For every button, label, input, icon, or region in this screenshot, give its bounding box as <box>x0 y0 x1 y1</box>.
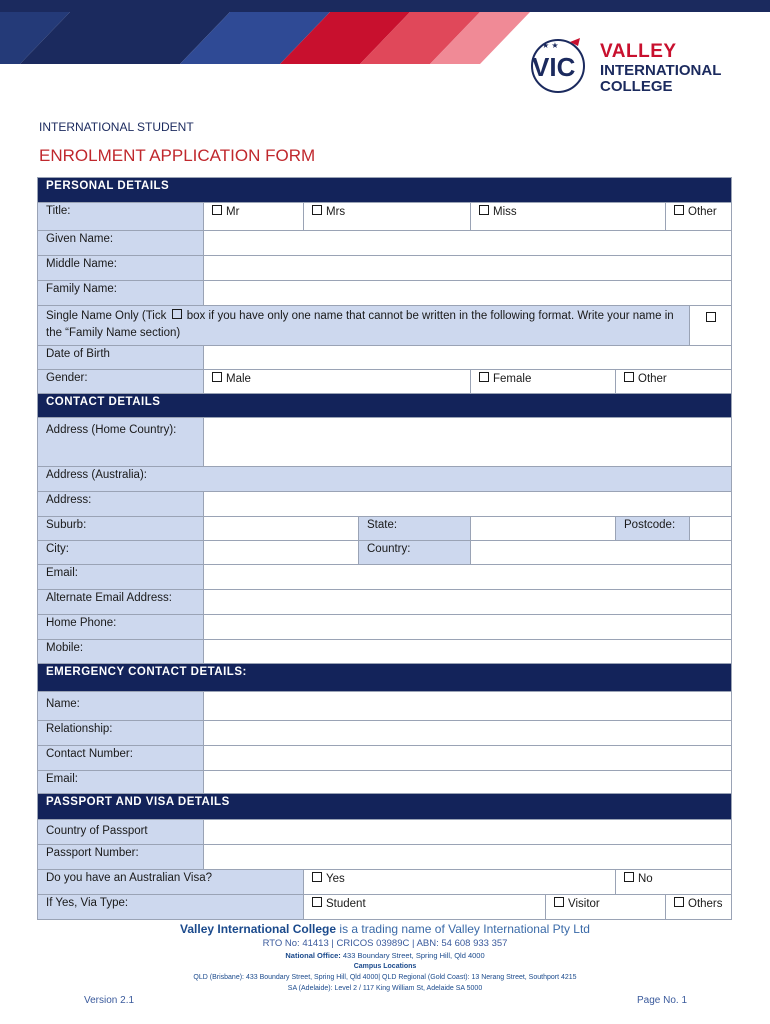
single-name-label: Single Name Only (Tick box if you have only one name that cannot be written in the following format. Write your name in the “Family Name section) <box>38 306 690 346</box>
given-name-label: Given Name: <box>38 231 204 256</box>
home-address-field[interactable] <box>204 418 732 467</box>
checkbox-icon[interactable] <box>554 897 564 907</box>
checkbox-icon[interactable] <box>624 872 634 882</box>
checkbox-icon[interactable] <box>479 372 489 382</box>
logo-line-3: COLLEGE <box>600 78 673 95</box>
state-field[interactable] <box>471 517 616 541</box>
checkbox-icon[interactable] <box>212 372 222 382</box>
visa-option-yes[interactable]: Yes <box>304 870 616 895</box>
family-name-label: Family Name: <box>38 281 204 306</box>
emergency-name-label: Name: <box>38 692 204 721</box>
title-option-mr[interactable]: Mr <box>204 203 304 231</box>
gender-option-male[interactable]: Male <box>204 370 471 394</box>
footer-qld-campus: QLD (Brisbane): 433 Boundary Street, Spring Hill, Qld 4000| QLD Regional (Gold Coast): 13 Nerang Street, Southport 4215 <box>193 974 577 981</box>
home-address-label: Address (Home Country): <box>38 418 204 467</box>
suburb-label: Suburb: <box>38 517 204 541</box>
aus-address-heading: Address (Australia): <box>38 467 732 492</box>
visa-question-label: Do you have an Australian Visa? <box>38 870 304 895</box>
checkbox-icon[interactable] <box>312 872 322 882</box>
city-field[interactable] <box>204 541 359 565</box>
visa-type-label: If Yes, Via Type: <box>38 895 304 920</box>
passport-number-field[interactable] <box>204 845 732 870</box>
visa-type-others[interactable]: Others <box>666 895 732 920</box>
section-emergency-heading: EMERGENCY CONTACT DETAILS: <box>38 664 732 692</box>
form-subtitle: INTERNATIONAL STUDENT <box>39 120 194 134</box>
section-contact-heading: CONTACT DETAILS <box>38 394 732 418</box>
visa-type-student[interactable]: Student <box>304 895 546 920</box>
logo-line-1: VALLEY <box>600 41 677 62</box>
country-field[interactable] <box>471 541 732 565</box>
emergency-email-label: Email: <box>38 771 204 794</box>
title-option-other[interactable]: Other <box>666 203 732 231</box>
page-number: Page No. 1 <box>637 995 688 1006</box>
visa-type-visitor[interactable]: Visitor <box>546 895 666 920</box>
contact-number-field[interactable] <box>204 746 732 771</box>
checkbox-icon <box>172 309 182 319</box>
title-option-mrs[interactable]: Mrs <box>304 203 471 231</box>
home-phone-label: Home Phone: <box>38 615 204 640</box>
passport-country-field[interactable] <box>204 820 732 845</box>
form-title: ENROLMENT APPLICATION FORM <box>39 146 316 165</box>
passport-number-label: Passport Number: <box>38 845 204 870</box>
city-label: City: <box>38 541 204 565</box>
mobile-field[interactable] <box>204 640 732 664</box>
svg-text:★ ★: ★ ★ <box>542 41 559 50</box>
checkbox-icon[interactable] <box>312 897 322 907</box>
emergency-name-field[interactable] <box>204 692 732 721</box>
footer-national-office: National Office: 433 Boundary Street, Spring Hill, Qld 4000 <box>285 951 485 960</box>
emergency-email-field[interactable] <box>204 771 732 794</box>
postcode-field[interactable] <box>690 517 732 541</box>
checkbox-icon[interactable] <box>312 205 322 215</box>
home-phone-field[interactable] <box>204 615 732 640</box>
country-label: Country: <box>359 541 471 565</box>
visa-option-no[interactable]: No <box>616 870 732 895</box>
alt-email-label: Alternate Email Address: <box>38 590 204 615</box>
enrolment-form <box>37 177 732 920</box>
checkbox-icon[interactable] <box>479 205 489 215</box>
gender-option-female[interactable]: Female <box>471 370 616 394</box>
address-field[interactable] <box>204 492 732 517</box>
family-name-field[interactable] <box>204 281 732 306</box>
gender-label: Gender: <box>38 370 204 394</box>
logo-mark-text: VIC <box>532 52 576 82</box>
footer-campus-heading: Campus Locations <box>353 963 417 970</box>
footer-sa-campus: SA (Adelaide): Level 2 / 117 King William St, Adelaide SA 5000 <box>287 985 483 992</box>
checkbox-icon[interactable] <box>624 372 634 382</box>
checkbox-icon[interactable] <box>706 312 716 322</box>
logo-line-2: INTERNATIONAL <box>600 62 722 79</box>
contact-number-label: Contact Number: <box>38 746 204 771</box>
email-label: Email: <box>38 565 204 590</box>
postcode-label: Postcode: <box>616 517 690 541</box>
section-passport-heading: PASSPORT AND VISA DETAILS <box>38 794 732 820</box>
checkbox-icon[interactable] <box>212 205 222 215</box>
title-label: Title: <box>38 203 204 231</box>
dob-field[interactable] <box>204 346 732 370</box>
single-name-checkbox[interactable] <box>690 306 732 346</box>
footer-trading-name: Valley International College is a trading name of Valley International Pty Ltd <box>180 922 590 936</box>
version-label: Version 2.1 <box>84 995 135 1006</box>
logo-wordmark <box>600 42 721 94</box>
alt-email-field[interactable] <box>204 590 732 615</box>
state-label: State: <box>359 517 471 541</box>
mobile-label: Mobile: <box>38 640 204 664</box>
relationship-label: Relationship: <box>38 721 204 746</box>
relationship-field[interactable] <box>204 721 732 746</box>
address-label: Address: <box>38 492 204 517</box>
checkbox-icon[interactable] <box>674 897 684 907</box>
footer-rto: RTO No: 41413 | CRICOS 03989C | ABN: 54 608 933 357 <box>262 938 508 949</box>
dob-label: Date of Birth <box>38 346 204 370</box>
middle-name-field[interactable] <box>204 256 732 281</box>
gender-option-other[interactable]: Other <box>616 370 732 394</box>
section-personal-heading: PERSONAL DETAILS <box>38 178 732 203</box>
email-field[interactable] <box>204 565 732 590</box>
middle-name-label: Middle Name: <box>38 256 204 281</box>
suburb-field[interactable] <box>204 517 359 541</box>
given-name-field[interactable] <box>204 231 732 256</box>
checkbox-icon[interactable] <box>674 205 684 215</box>
title-option-miss[interactable]: Miss <box>471 203 666 231</box>
passport-country-label: Country of Passport <box>38 820 204 845</box>
